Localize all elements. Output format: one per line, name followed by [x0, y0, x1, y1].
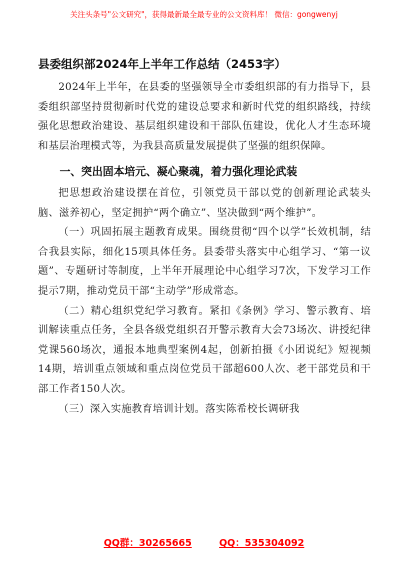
top-banner: 关注头条号"公文研究"，获得最新最全最专业的公文资料库！ 微信：gongwenyj — [70, 10, 338, 19]
qq-group-link[interactable]: QQ群：30265665 — [103, 538, 192, 549]
section-1-body — [38, 184, 371, 419]
section-1-lead: 把思想政治建设摆在首位，引领党员干部以党的创新理论武装头脑、滋养初心，坚定拥护“两个确立”、坚决做到“两个维护”。 — [38, 188, 371, 219]
section-heading-1: 一、突出固本培元、凝心聚魂，着力强化理论武装 — [59, 165, 298, 178]
section-1-item-1: （一）巩固拓展主题教育成果。围绕贯彻“四个以学”长效机制，结合我县实际，细化15项具体任务。县委带头落实中心组学习、“第一议题”、专题研讨等制度，上半年开展理论中心组学习7次，下发学习工作提示7期，推动党员干部“主动学”形成常态。 — [38, 227, 371, 297]
section-1-item-2: （二）精心组织党纪学习教育。紧扣《条例》学习、警示教育、培训解读重点任务，全县各级党组织召开警示教育大会73场次、讲授纪律党课560场次，通报本地典型案例4起，创新拍摄《小团说纪》短视频14期，培训重点领域和重点岗位党员干部超600人次、老干部党员和干部工作者150人次。 — [38, 305, 371, 395]
intro-text: 2024年上半年，在县委的坚强领导全市委组织部的有力指导下，县委组织部坚持贯彻新时代党的建设总要求和新时代党的组织路线，持续强化思想政治建设、基层组织建设和干部队伍建设，优化人才生态环境和基层治理模式等，为我县高质量发展提供了坚强的组织保障。 — [38, 82, 371, 152]
document-title: 县委组织部2024年上半年工作总结（2453字） — [38, 57, 287, 71]
qq-contact-link[interactable]: QQ：535304092 — [219, 538, 305, 549]
intro-paragraph — [38, 78, 371, 156]
contact-footer — [0, 535, 408, 549]
section-1-item-3: （三）深入实施教育培训计划。落实陈希校长调研我 — [58, 403, 300, 415]
